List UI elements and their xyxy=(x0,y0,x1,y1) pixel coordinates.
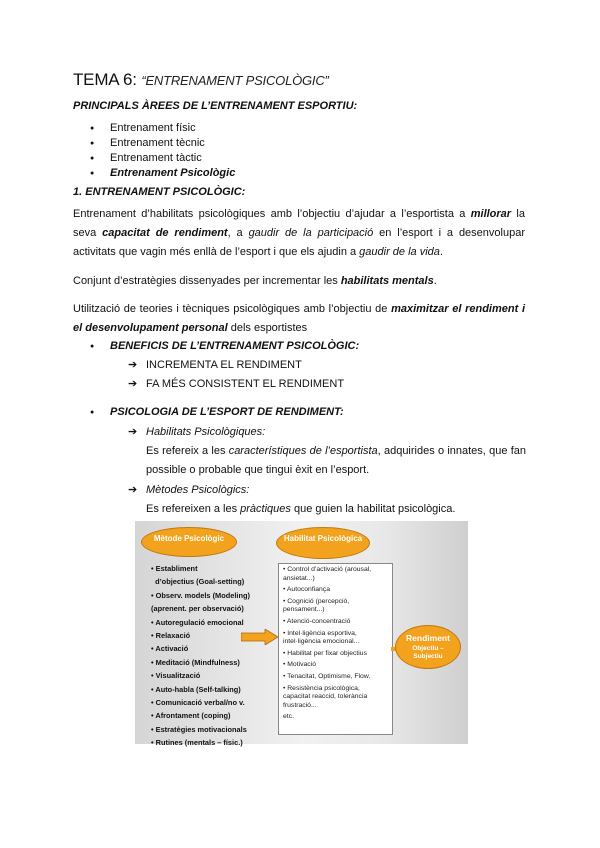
habilitat-oval: Habilitat Psicològica xyxy=(276,527,370,559)
psicologia-heading: ● PSICOLOGIA DE L’ESPORT DE RENDIMENT: xyxy=(73,405,344,420)
title-sub: “ENTRENAMENT PSICOLÒGIC” xyxy=(141,73,329,88)
arrow-icon: ➔ xyxy=(128,484,138,496)
list-item: ● Entrenament tècnic xyxy=(73,136,235,151)
rendiment-oval: Rendiment Objectiu – Subjectiu xyxy=(395,625,461,669)
list-item: ● Entrenament Psicològic xyxy=(73,166,235,181)
section1-paragraph-1: Entrenament d’habilitats psicològiques amb l’objectiu d’ajudar a l’esportista a millorar la seva capacitat de rendiment, a gaudir de la participació en l’esport i a desenvolupar activitats que vagin més enllà de l’esport i que els ajudin a gaudir de la vida. xyxy=(73,208,525,258)
metodes-text: Es refereixen a les pràctiques que guien la habilitat psicològica. xyxy=(146,503,456,515)
beneficis-list xyxy=(73,339,359,354)
psychology-diagram xyxy=(135,521,468,748)
beneficis-heading: ● BENEFICIS DE L’ENTRENAMENT PSICOLÒGIC: xyxy=(73,339,359,354)
list-item: ● Entrenament físic xyxy=(73,121,235,136)
habilitats-title: ➔ Habilitats Psicològiques: xyxy=(128,426,266,438)
page-title xyxy=(73,70,329,90)
metodes-title: ➔ Mètodes Psicològics: xyxy=(128,484,250,496)
benefit-item: ➔ FA MÉS CONSISTENT EL RENDIMENT xyxy=(128,378,345,390)
principals-list xyxy=(73,121,235,181)
skills-box: • Control d’activació (arousal, ansietat...) • Autoconfiança • Cognició (percepció, pensament...) • Atenció-concentració • Intel·ligència esportiva, intel·ligència emocional... • Habilitat per fixar objectius • Motivació • Tenacitat, Optimisme, Flow. • Resistència psicològica, capacitat reaccid, tolerància frustració... etc. xyxy=(278,563,393,735)
arrow-icon: ➔ xyxy=(128,359,138,371)
methods-list: • Establiment d’objectius (Goal-setting) • Observ. models (Modeling) (aprenent. per observació) • Autoregulació emocional • Relaxació • Activació • Meditació (Mindfulness) • Visualització • Auto-habla (Self-talking) • Comunicació verbal/no v. • Afrontament (coping) • Estratègies motivacionals • Rutines (mentals – físic.) xyxy=(151,564,250,748)
metode-oval: Mètode Psicològic xyxy=(141,527,237,557)
title-main: TEMA 6: xyxy=(73,70,137,89)
principals-heading: PRINCIPALS ÀREES DE L’ENTRENAMENT ESPORTIU: xyxy=(73,100,358,112)
habilitats-text: Es refereix a les característiques de l’esportista, adquirides o innates, que fan possible o probable que tingui èxit en l’esport. xyxy=(146,445,526,476)
arrow-icon: ➔ xyxy=(128,426,138,438)
list-item: ● Entrenament tàctic xyxy=(73,151,235,166)
arrow-icon: ➔ xyxy=(128,378,138,390)
psicologia-list xyxy=(73,405,344,420)
section1-paragraph-3: Utilització de teories i tècniques psicològiques amb l’objectiu de maximitzar el rendiment i el desenvolupament personal dels esportistes xyxy=(73,303,525,334)
arrow-right-icon xyxy=(241,629,279,645)
section1-heading: 1. ENTRENAMENT PSICOLÒGIC: xyxy=(73,186,246,198)
section1-paragraph-2: Conjunt d’estratègies dissenyades per incrementar les habilitats mentals. xyxy=(73,275,437,287)
benefit-item: ➔ INCREMENTA EL RENDIMENT xyxy=(128,359,302,371)
